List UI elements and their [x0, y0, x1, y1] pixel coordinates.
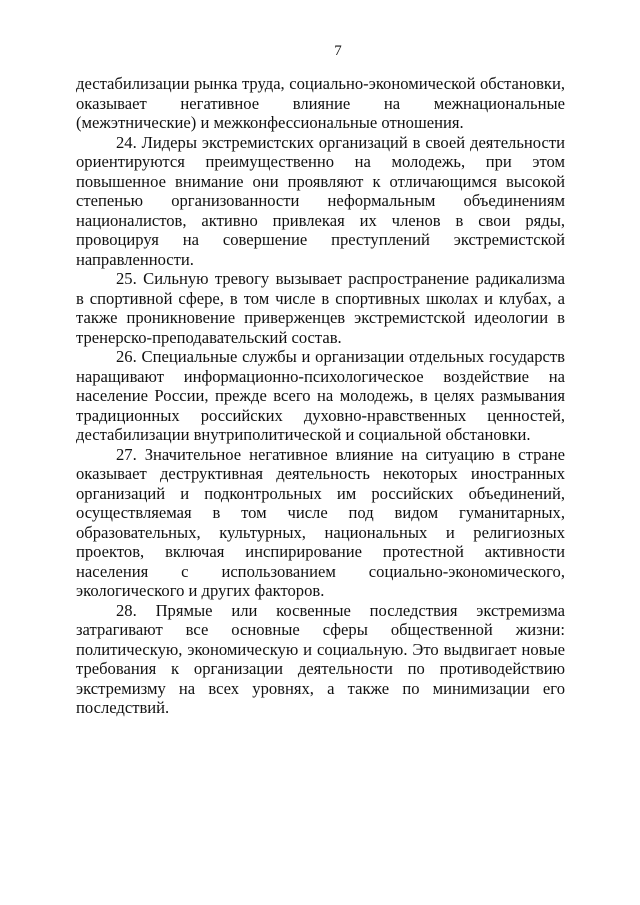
paragraph-item-26: 26. Специальные службы и организации отдельных государств наращивают информационно-психологическое воздействие на население России, прежде всего на молодежь, в целях размывания традиционных российских духовно-нравственных ценностей, дестабилизации внутриполитической и социальной обстановки. — [76, 347, 565, 444]
document-body — [76, 74, 565, 718]
paragraph-item-24: 24. Лидеры экстремистских организаций в своей деятельности ориентируются преимущественно на молодежь, при этом повышенное внимание они проявляют к отличающимся высокой степенью организованности неформальным объединениям националистов, активно привлекая их членов в свои ряды, провоцируя на совершение преступлений экстремистской направленности. — [76, 132, 565, 269]
paragraph-item-28: 28. Прямые или косвенные последствия экстремизма затрагивают все основные сферы общественной жизни: политическую, экономическую и социальную. Это выдвигает новые требования к организации деятельности по противодействию экстремизму на всех уровнях, а также по минимизации его последствий. — [76, 600, 565, 717]
paragraph-item-25: 25. Сильную тревогу вызывает распространение радикализма в спортивной сфере, в том числе в спортивных школах и клубах, а также проникновение приверженцев экстремистской идеологии в тренерско-преподавательский состав. — [76, 269, 565, 347]
paragraph-continuation: дестабилизации рынка труда, социально-экономической обстановки, оказывает негативное влияние на межнациональные (межэтнические) и межконфессиональные отношения. — [76, 74, 565, 132]
paragraph-item-27: 27. Значительное негативное влияние на ситуацию в стране оказывает деструктивная деятельность некоторых иностранных организаций и подконтрольных им российских объединений, осуществляемая в том числе под видом гуманитарных, образовательных, культурных, национальных и религиозных проектов, включая инспирирование протестной активности населения с использованием социально-экономического, экологического и других факторов. — [76, 444, 565, 600]
page-number: 7 — [334, 43, 342, 59]
